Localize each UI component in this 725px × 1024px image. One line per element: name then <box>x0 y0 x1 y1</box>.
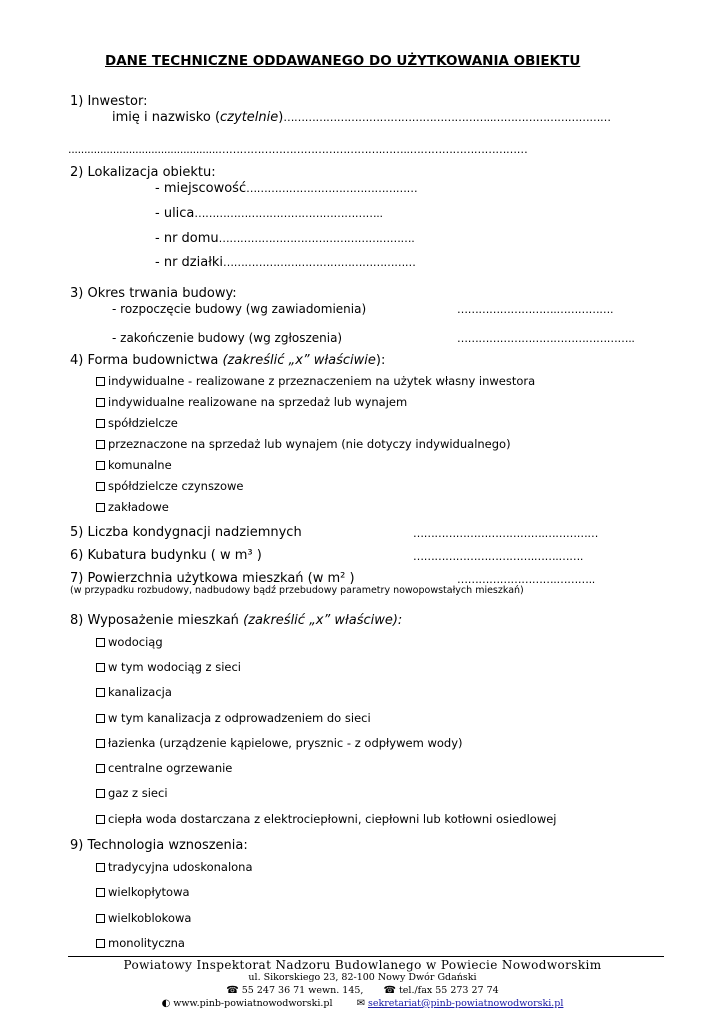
checkbox[interactable] <box>96 461 105 470</box>
equipment-option <box>96 711 371 725</box>
checkbox[interactable] <box>96 714 105 723</box>
location-item <box>155 206 383 221</box>
form-option-label: przeznaczone na sprzedaż lub wynajem (nie dotyczy indywidualnego) <box>108 437 511 451</box>
investor-name-label: imię i nazwisko ( <box>112 110 221 125</box>
period-end-field[interactable]: ………………………………………….. <box>457 332 635 345</box>
volume-field[interactable]: …………………………….…….……. <box>413 550 584 563</box>
footer-divider <box>68 956 664 957</box>
storeys-label: 5) Liczba kondygnacji nadziemnych <box>70 525 302 540</box>
location-field[interactable]: …………………………………………….. <box>194 207 383 220</box>
technology-option <box>96 860 253 874</box>
page-title: DANE TECHNICZNE ODDAWANEGO DO UŻYTKOWANIA OBIEKTU <box>105 53 581 69</box>
equipment-option-label: kanalizacja <box>108 685 172 699</box>
location-field[interactable]: ………………………………………… <box>246 182 418 195</box>
form-option-label: spółdzielcze czynszowe <box>108 479 244 493</box>
equipment-option-label: centralne ogrzewanie <box>108 761 233 775</box>
investor-name-line <box>112 110 611 125</box>
form-option-label: komunalne <box>108 458 172 472</box>
location-label: - ulica <box>155 206 195 221</box>
investor-name-italic: czytelnie <box>220 110 279 125</box>
equipment-option <box>96 660 241 674</box>
investor-heading: 1) Inwestor: <box>70 94 148 109</box>
location-item <box>155 181 417 196</box>
storeys-field[interactable]: ……………………………….…………… <box>413 527 599 540</box>
checkbox[interactable] <box>96 789 105 798</box>
location-label: - miejscowość <box>155 181 247 196</box>
phone-icon: ☎ <box>383 985 396 996</box>
location-label: - nr działki <box>155 255 224 270</box>
form-option-label: indywidualne - realizowane z przeznaczeniem na użytek własny inwestora <box>108 374 536 388</box>
checkbox[interactable] <box>96 377 105 386</box>
globe-icon: ◐ <box>161 998 171 1009</box>
technology-option-label: wielkopłytowa <box>108 885 190 899</box>
footer-website[interactable]: www.pinb-powiatnowodworski.pl <box>173 998 333 1009</box>
equipment-heading-italic: (zakreślić „x” właściwe): <box>243 613 403 628</box>
equipment-option-label: wodociąg <box>108 635 163 649</box>
technology-heading: 9) Technologia wznoszenia: <box>70 838 248 853</box>
technology-option-label: wielkoblokowa <box>108 911 192 925</box>
equipment-option-label: w tym kanalizacja z odprowadzeniem do sieci <box>108 711 371 725</box>
equipment-option <box>96 812 557 826</box>
area-note: (w przypadku rozbudowy, nadbudowy bądź przebudowy parametry nowopowstałych mieszkań) <box>70 585 524 596</box>
footer-email-link[interactable]: sekretariat@pinb-powiatnowodworski.pl <box>368 998 564 1009</box>
form-option-label: zakładowe <box>108 500 169 514</box>
checkbox[interactable] <box>96 815 105 824</box>
technology-option <box>96 936 185 950</box>
phone-icon: ☎ <box>226 985 239 996</box>
checkbox[interactable] <box>96 638 105 647</box>
checkbox[interactable] <box>96 939 105 948</box>
equipment-option-label: w tym wodociąg z sieci <box>108 660 242 674</box>
footer-contacts <box>0 998 725 1009</box>
checkbox[interactable] <box>96 440 105 449</box>
envelope-icon: ✉ <box>356 998 365 1009</box>
checkbox[interactable] <box>96 482 105 491</box>
equipment-option <box>96 635 163 649</box>
form-option-label: indywidualne realizowane na sprzedaż lub wynajem <box>108 395 408 409</box>
investor-name-suffix: ) <box>278 110 284 125</box>
location-item <box>155 231 414 246</box>
checkbox[interactable] <box>96 914 105 923</box>
volume-label: 6) Kubatura budynku ( w m³ ) <box>70 548 262 563</box>
technology-option <box>96 911 191 925</box>
checkbox[interactable] <box>96 398 105 407</box>
period-heading: 3) Okres trwania budowy: <box>70 286 237 301</box>
checkbox[interactable] <box>96 888 105 897</box>
area-label: 7) Powierzchnia użytkowa mieszkań (w m² ) <box>70 571 355 586</box>
equipment-option-label: gaz z sieci <box>108 786 168 800</box>
location-item <box>155 255 416 270</box>
form-option <box>96 395 407 409</box>
footer-address: ul. Sikorskiego 23, 82-100 Nowy Dwór Gdański <box>248 972 477 983</box>
checkbox[interactable] <box>96 663 105 672</box>
footer-fax: tel./fax 55 273 27 74 <box>398 985 499 996</box>
location-label: - nr domu <box>155 231 219 246</box>
location-heading: 2) Lokalizacja obiektu: <box>70 165 216 180</box>
form-heading-suffix: ): <box>375 353 386 368</box>
footer-phone: 55 247 36 71 wewn. 145, <box>241 985 364 996</box>
technology-option <box>96 885 190 899</box>
checkbox[interactable] <box>96 419 105 428</box>
period-end-label: - zakończenie budowy (wg zgłoszenia) <box>112 331 343 345</box>
technology-option-label: tradycyjna udoskonalona <box>108 860 253 874</box>
checkbox[interactable] <box>96 739 105 748</box>
form-option <box>96 458 172 472</box>
equipment-heading-text: 8) Wyposażenie mieszkań <box>70 613 244 628</box>
form-option <box>96 500 169 514</box>
form-heading-text: 4) Forma budownictwa <box>70 353 223 368</box>
checkbox[interactable] <box>96 863 105 872</box>
form-option-label: spółdzielcze <box>108 416 178 430</box>
form-heading-italic: (zakreślić „x” właściwie <box>222 353 376 368</box>
form-option <box>96 416 178 430</box>
period-start-label: - rozpoczęcie budowy (wg zawiadomienia) <box>112 302 367 316</box>
checkbox[interactable] <box>96 688 105 697</box>
form-option <box>96 437 511 451</box>
area-field[interactable]: ……………………….……….. <box>457 573 595 586</box>
equipment-option-label: ciepła woda dostarczana z elektrociepłowni, ciepłowni lub kotłowni osiedlowej <box>108 812 557 826</box>
equipment-option <box>96 761 232 775</box>
form-option <box>96 374 535 388</box>
form-option <box>96 479 243 493</box>
equipment-heading <box>70 613 402 628</box>
technology-option-label: monolityczna <box>108 936 185 950</box>
equipment-option <box>96 786 168 800</box>
location-field[interactable]: ……………………………………………… <box>223 256 416 269</box>
equipment-option-label: łazienka (urządzenie kąpielowe, prysznic - z odpływem wody) <box>108 736 463 750</box>
location-field[interactable]: ………………………………………………. <box>218 232 415 245</box>
equipment-option <box>96 685 172 699</box>
footer-phones <box>0 985 725 996</box>
period-start-field[interactable]: ……………………….……………. <box>457 303 614 316</box>
investor-name-field[interactable]: …………………………………………………..…………………………… <box>283 111 611 124</box>
checkbox[interactable] <box>96 764 105 773</box>
form-heading <box>70 353 385 368</box>
footer-org: Powiatowy Inspektorat Nadzoru Budowlanego w Powiecie Nowodworskim <box>123 958 602 972</box>
investor-name-field-2[interactable]: ...............................................……………………………………….……..…………………………… <box>68 143 528 156</box>
checkbox[interactable] <box>96 503 105 512</box>
equipment-option <box>96 736 462 750</box>
